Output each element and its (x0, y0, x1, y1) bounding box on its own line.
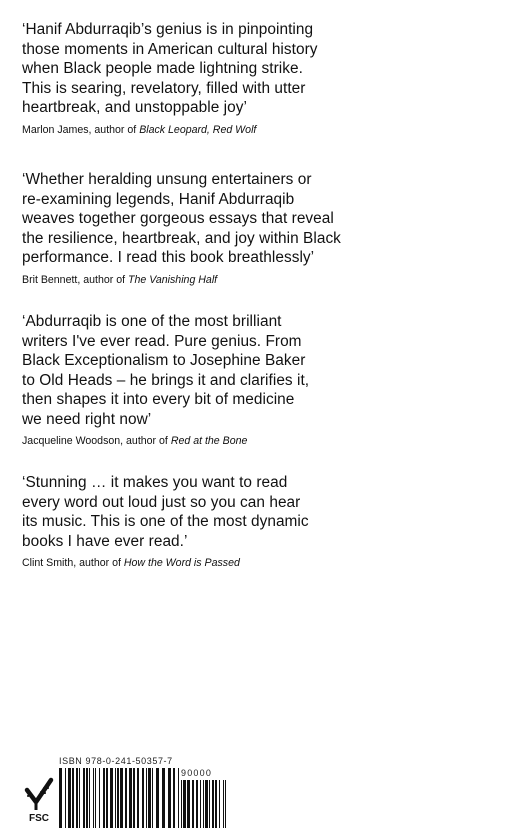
quote-block-3 (22, 312, 342, 448)
quote-text (22, 473, 342, 551)
attribution-work: How the Word is Passed (123, 557, 240, 569)
quote-line: writers I've ever read. Pure genius. From (22, 332, 302, 350)
quote-line: its music. This is one of the most dynamic (22, 513, 309, 530)
barcode-bar (117, 768, 119, 828)
barcode-bar (86, 768, 88, 828)
barcode-bar (223, 780, 224, 828)
quote-block-2 (22, 170, 342, 287)
barcode-bar (162, 768, 165, 828)
quote-line: ‘Hanif Abdurraqib’s genius is in pinpointing (22, 21, 314, 38)
quote-line: performance. I read this book breathlessly’ (22, 249, 315, 266)
quote-line: to Old Heads – he brings it and clarifies it, (22, 371, 310, 389)
quote-line: heartbreak, and unstoppable joy’ (22, 99, 247, 116)
attribution-work: Red at the Bone (170, 435, 248, 447)
price-addon-barcode (181, 770, 227, 828)
barcode-bar (133, 768, 135, 828)
quote-attribution (22, 557, 342, 570)
barcode-bar (93, 768, 94, 828)
barcode-bar (205, 780, 208, 828)
barcode-bar (125, 768, 127, 828)
attribution-author: Brit Bennett, author of (22, 273, 128, 286)
barcode-bar (115, 768, 116, 828)
barcode-bars (59, 768, 179, 828)
quote-block-1 (22, 20, 342, 137)
attribution-work: Black Leopard, Red Wolf (139, 123, 257, 136)
attribution-author: Jacqueline Woodson, author of (22, 435, 171, 447)
barcode-bar (83, 768, 85, 828)
barcode-bar (59, 768, 62, 828)
barcode-bar (183, 780, 186, 828)
barcode-bar (196, 780, 198, 828)
quote-block-4 (22, 473, 342, 570)
addon-digits: 90000 (181, 768, 213, 778)
quote-line: those moments in American cultural history (22, 40, 318, 58)
attribution-author: Marlon James, author of (22, 123, 140, 136)
barcode-bar (212, 780, 214, 828)
attribution-work: The Vanishing Half (128, 273, 218, 286)
quote-line: when Black people made lightning strike. (22, 60, 303, 77)
quote-attribution (22, 435, 342, 448)
barcode-bar (65, 768, 66, 828)
barcode-bar (203, 780, 204, 828)
barcode-bar (215, 780, 217, 828)
barcode-bar (146, 768, 147, 828)
barcode-bar (106, 768, 108, 828)
barcode-bar (120, 768, 123, 828)
quote-line: every word out loud just so you can hear (22, 493, 301, 511)
barcode-bar (178, 768, 179, 828)
barcode-bar (173, 768, 175, 828)
quote-line: weaves together gorgeous essays that reveal (22, 210, 334, 227)
barcode-bar (142, 768, 144, 828)
barcode-bar (129, 768, 132, 828)
quote-attribution (22, 124, 342, 137)
barcode-bar (89, 768, 90, 828)
quote-text (22, 312, 342, 429)
quote-line: Black Exceptionalism to Josephine Baker (22, 352, 306, 369)
quote-text (22, 20, 342, 118)
attribution-author: Clint Smith, author of (22, 557, 124, 569)
barcode-bar (192, 780, 194, 828)
barcode-bar (68, 768, 71, 828)
barcode-bar (99, 768, 100, 828)
quote-line: then shapes it into every bit of medicine (22, 391, 295, 408)
barcode-bar (76, 768, 78, 828)
isbn-text: ISBN 978-0-241-50357-7 (59, 756, 173, 766)
barcode-bar (137, 768, 139, 828)
quote-line: ‘Stunning … it makes you want to read (22, 474, 288, 491)
barcode-bar (225, 780, 226, 828)
addon-bars (181, 780, 227, 838)
quote-line: re-examining legends, Hanif Abdurraqib (22, 190, 295, 208)
quote-line: books I have ever read.’ (22, 532, 188, 550)
barcode-bar (168, 768, 171, 828)
barcode-bar (103, 768, 105, 828)
barcode-bar (156, 768, 159, 828)
barcode-bar (187, 780, 190, 828)
barcode-bar (110, 768, 113, 828)
quote-line: ‘Abdurraqib is one of the most brilliant (22, 313, 282, 330)
quote-line: the resilience, heartbreak, and joy within Black (22, 229, 341, 247)
barcode-bar (152, 768, 153, 828)
fsc-label: FSC (29, 813, 49, 822)
fsc-logo-icon (22, 776, 56, 822)
quote-text (22, 170, 342, 268)
quote-attribution (22, 274, 342, 287)
barcode-bar (72, 768, 74, 828)
barcode-bar (209, 780, 210, 828)
barcode-bar (79, 768, 80, 828)
barcode-bar (200, 780, 201, 828)
quote-line: ‘Whether heralding unsung entertainers or (22, 171, 312, 188)
barcode-bar (148, 768, 151, 828)
isbn-barcode (59, 768, 179, 828)
quote-line: This is searing, revelatory, filled with utter (22, 79, 306, 97)
quote-line: we need right now’ (22, 410, 152, 428)
barcode-bar (181, 780, 182, 828)
barcode-bar (219, 780, 220, 828)
barcode-bar (95, 768, 96, 828)
